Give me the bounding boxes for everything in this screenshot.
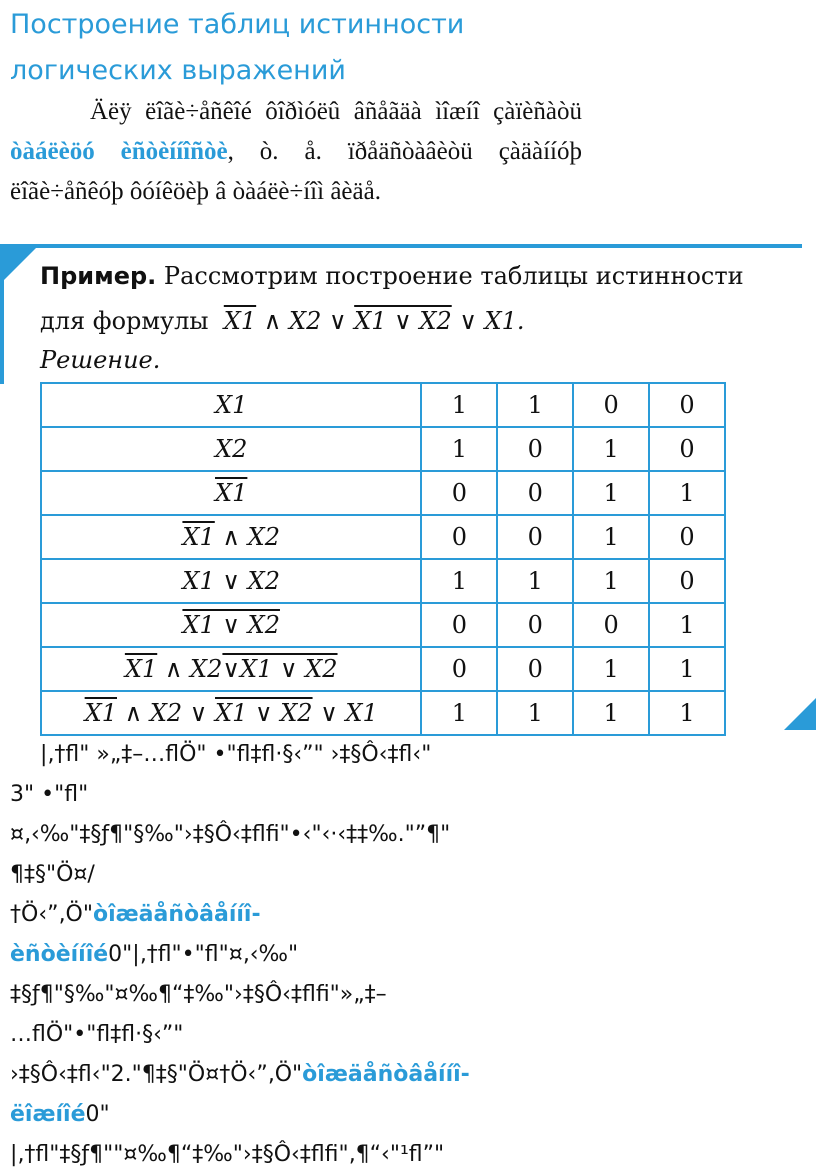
garbled-paragraph (10, 735, 600, 1175)
example-side-bar (0, 248, 4, 384)
truth-value: 1 (649, 691, 725, 735)
expression-part: ∧ X2 (214, 523, 280, 551)
truth-value: 1 (649, 471, 725, 515)
garbled-line-1: |‚†fl" »„‡–…flÖ" •"fl‡fl·§‹”" ›‡§Ô‹‡fl‹" (40, 742, 432, 767)
expression-part: ∨X1 ∨ X2 (222, 655, 338, 683)
corner-decoration-bottom-right (784, 694, 816, 730)
example-label: Пример. (40, 262, 157, 290)
expression-part: X1 (84, 699, 117, 727)
truth-value: 1 (573, 647, 649, 691)
truth-value: 0 (573, 383, 649, 427)
garbled-line-3: ¤‚‹‰"‡§ƒ¶"§‰"›‡§Ô‹‡flfi"•‹"‹·‹‡‡‰."”¶" (10, 822, 451, 847)
truth-value: 0 (421, 515, 497, 559)
truth-value: 0 (421, 647, 497, 691)
row-expression (41, 383, 421, 427)
table-row (41, 647, 725, 691)
truth-table (40, 382, 726, 736)
truth-value: 0 (573, 603, 649, 647)
truth-value: 1 (421, 383, 497, 427)
expression-part: X2 (215, 435, 248, 463)
example-text: Рассмотрим построение таблицы истинности для формулы (40, 262, 744, 335)
truth-value: 0 (649, 383, 725, 427)
table-row (41, 691, 725, 735)
expression-part: X1 (215, 391, 248, 419)
intro-text-end: , ò. å. ïðåäñòàâèòü çàäàííóþ ëîãè÷åñêóþ ôóíêöèþ â òàáëè÷íîì âèäå. (10, 138, 582, 205)
formula-term-3: X1 ∨ X2 (354, 307, 452, 335)
expression-part: X1 (215, 479, 248, 507)
intro-highlight-term: òàáëèöó èñòèííîñòè (10, 138, 228, 165)
expression-part: X1 ∨ X2 (182, 567, 280, 595)
table-row (41, 515, 725, 559)
expression-part: X1 ∨ X2 (182, 611, 280, 639)
truth-value: 1 (421, 427, 497, 471)
table-row (41, 471, 725, 515)
solution-label: Решение. (40, 346, 161, 374)
garbled-line-8: …flÖ"•"fl‡fl·§‹”" (10, 1022, 184, 1047)
garbled-line-7: ‡§ƒ¶"§‰"¤‰¶“‡‰"›‡§Ô‹‡flfi"»„‡– (10, 982, 387, 1007)
truth-value: 1 (573, 515, 649, 559)
row-expression (41, 427, 421, 471)
garbled-line-10: 0" (85, 1102, 110, 1127)
example-formula (224, 307, 525, 335)
garbled-highlight-2: èñòèííîé (10, 942, 109, 967)
expression-part: ∧ X2 ∨ (117, 699, 216, 727)
truth-value: 1 (573, 559, 649, 603)
truth-value: 1 (573, 691, 649, 735)
row-expression (41, 471, 421, 515)
table-row (41, 559, 725, 603)
truth-table-body (41, 383, 725, 735)
table-row (41, 427, 725, 471)
truth-value: 1 (421, 691, 497, 735)
corner-decoration-top-left (0, 248, 36, 284)
garbled-line-9: ›‡§Ô‹‡fl‹"2."¶‡§"Ö¤†Ö‹”‚Ö" (10, 1062, 303, 1087)
truth-value: 0 (497, 515, 573, 559)
garbled-line-4: ¶‡§"Ö¤/ (10, 862, 95, 887)
row-expression (41, 515, 421, 559)
truth-value: 0 (497, 647, 573, 691)
page-title (10, 2, 810, 94)
expression-part: ∧ X2 (157, 655, 223, 683)
truth-value: 0 (421, 603, 497, 647)
truth-value: 1 (497, 691, 573, 735)
truth-value: 0 (497, 471, 573, 515)
formula-term-1: X1 (223, 307, 257, 335)
truth-value: 1 (649, 647, 725, 691)
table-row (41, 603, 725, 647)
truth-value: 1 (649, 603, 725, 647)
truth-value: 1 (497, 383, 573, 427)
section-divider (0, 244, 802, 248)
expression-part: X1 (124, 655, 158, 683)
intro-text-start: Äëÿ ëîãè÷åñêîé ôîðìóëû âñåãäà ìîæíî çàïèñàòü (90, 98, 582, 125)
example-statement (40, 254, 786, 344)
garbled-line-6: 0"|‚†fl"•"fl"¤‚‹‰" (108, 942, 299, 967)
truth-value: 1 (421, 559, 497, 603)
expression-part: X1 (182, 523, 215, 551)
truth-value: 1 (497, 559, 573, 603)
truth-value: 0 (649, 559, 725, 603)
garbled-line-11: |‚†fl"‡§ƒ¶""¤‰¶“‡‰"›‡§Ô‹‡flfi"‚¶“‹"¹fl”" (10, 1142, 445, 1167)
truth-value: 1 (573, 427, 649, 471)
expression-part: X1 ∨ X2 (215, 699, 313, 727)
truth-value: 0 (497, 427, 573, 471)
garbled-highlight-3: òîæäåñòâåííî- (302, 1062, 470, 1087)
garbled-highlight-1: òîæäåñòâåííî- (92, 902, 261, 927)
garbled-line-5: †Ö‹”‚Ö" (10, 902, 93, 927)
garbled-highlight-4: ëîæíîé (10, 1102, 86, 1127)
title-line-2: логических выражений (10, 55, 346, 86)
row-expression (41, 559, 421, 603)
table-row (41, 383, 725, 427)
expression-part: ∨ X1 (312, 699, 378, 727)
row-expression (41, 691, 421, 735)
garbled-line-2: 3" •"fl" (10, 782, 89, 807)
truth-value: 0 (497, 603, 573, 647)
formula-term-2: ∧ X2 ∨ (256, 307, 355, 335)
row-expression (41, 647, 421, 691)
truth-value: 0 (649, 427, 725, 471)
title-line-1: Построение таблиц истинности (10, 9, 465, 40)
truth-value: 0 (649, 515, 725, 559)
formula-term-4: ∨ X1. (451, 307, 525, 335)
row-expression (41, 603, 421, 647)
truth-value: 0 (421, 471, 497, 515)
truth-value: 1 (573, 471, 649, 515)
intro-paragraph (10, 92, 582, 212)
